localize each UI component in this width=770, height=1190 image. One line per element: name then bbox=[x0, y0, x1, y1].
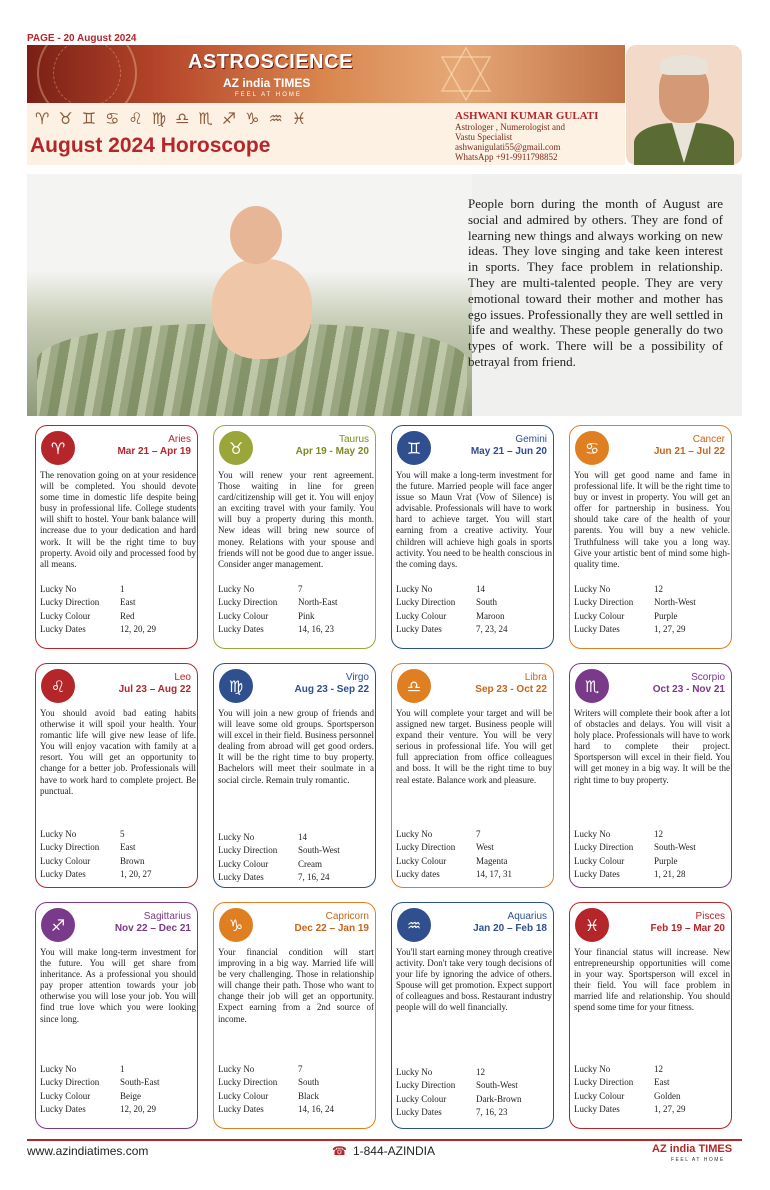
goat-icon: ♑ bbox=[219, 908, 253, 942]
lucky-dates-label: Lucky Dates bbox=[396, 624, 442, 635]
horoscope-text: Your financial status will increase. New entrepreneurship opportunities will come in your way. Sportsperson will excel in their field. You will face problem in married life and relationship. You should spend some time for your fitness. bbox=[574, 947, 730, 1013]
lucky-dates-row bbox=[574, 623, 730, 636]
horoscope-card-cancer bbox=[569, 425, 732, 649]
lucky-dates-label: Lucky Dates bbox=[218, 872, 264, 883]
lucky-table bbox=[218, 583, 374, 637]
lucky-no-row bbox=[574, 583, 730, 596]
horoscope-card-taurus bbox=[213, 425, 376, 649]
lucky-no-value: 7 bbox=[298, 584, 303, 594]
lucky-no-value: 12 bbox=[654, 829, 663, 839]
lucky-table bbox=[40, 583, 196, 637]
lucky-no-row bbox=[218, 1063, 374, 1076]
horoscope-text: You should avoid bad eating habits otherwise it will spoil your health. Your romantic life will give new lease of life. You will enjoy vacation with family at a resort. You will get an opportunity to change for a better job. Professionals will have to work hard to complete project. Be punctual. bbox=[40, 708, 196, 796]
lucky-colour-label: Lucky Colour bbox=[396, 855, 447, 866]
lucky-direction-row bbox=[574, 1076, 730, 1089]
lucky-colour-label: Lucky Colour bbox=[40, 1090, 91, 1101]
lucky-no-value: 14 bbox=[476, 584, 485, 594]
lucky-dates-row bbox=[396, 1106, 552, 1119]
horoscope-card-virgo bbox=[213, 663, 376, 888]
sign-name: Aquarius bbox=[507, 911, 547, 922]
lucky-no-value: 7 bbox=[476, 829, 481, 839]
lucky-colour-row bbox=[574, 610, 730, 623]
sign-name: Taurus bbox=[338, 434, 369, 445]
lucky-colour-label: Lucky Colour bbox=[574, 855, 625, 866]
lucky-no-label: Lucky No bbox=[218, 584, 255, 594]
lucky-dates-value: 7, 16, 23 bbox=[476, 1107, 508, 1118]
star-decoration-icon bbox=[437, 45, 495, 103]
lucky-dates-value: 1, 27, 29 bbox=[654, 1104, 686, 1115]
sign-name: Aries bbox=[168, 434, 191, 445]
zodiac-wheel-inner-decoration bbox=[53, 45, 121, 103]
lucky-dates-label: Lucky Dates bbox=[40, 1104, 86, 1115]
maiden-icon: ♍ bbox=[219, 669, 253, 703]
lucky-colour-row bbox=[218, 1090, 374, 1103]
lucky-colour-label: Lucky Colour bbox=[574, 610, 625, 621]
horoscope-text: Writers will complete their book after a lot of obstacles and delays. You will visit a holy place. Professionals will have to work hard to complete their project. Sportsperson will excel in their field. You will get money in a big way. It will be the right time to buy property. bbox=[574, 708, 730, 785]
lucky-no-row bbox=[574, 1063, 730, 1076]
lucky-no-label: Lucky No bbox=[574, 829, 611, 839]
lucky-colour-value: Purple bbox=[654, 610, 678, 621]
bull-icon: ♉ bbox=[219, 431, 253, 465]
sign-date-range: Jan 20 – Feb 18 bbox=[473, 923, 547, 934]
horoscope-text: The renovation going on at your residence will be completed. You should devote some time in domestic life despite being busy in professional life. College students will shift to hostel. Your bank balance will increase due to your dedication and hard work. It will be the right time to buy property. Avoid oily and processed food by all means. bbox=[40, 470, 196, 569]
lucky-colour-row bbox=[396, 1093, 552, 1106]
sign-name: Pisces bbox=[695, 911, 725, 922]
banner-tagline: FEEL AT HOME bbox=[235, 92, 302, 98]
footer-phone-number: 1-844-AZINDIA bbox=[352, 1144, 435, 1158]
lucky-no-value: 1 bbox=[120, 584, 125, 594]
author-photo-hair bbox=[660, 55, 708, 75]
lucky-colour-row bbox=[40, 855, 196, 868]
lucky-colour-row bbox=[40, 610, 196, 623]
horoscope-card-sagittarius bbox=[35, 902, 198, 1129]
horoscope-text: You will get good name and fame in professional life. It will be the right time to buy or invest in property. You will get an offer for partnership in business. You should take care of the health of your parents. You will buy a new vehicle. Truthfulness will take you a long way. Give your artistic bent of mind some high-quality time. bbox=[574, 470, 730, 569]
lucky-direction-label: Lucky Direction bbox=[40, 1077, 100, 1088]
lucky-colour-label: Lucky Colour bbox=[218, 1090, 269, 1101]
lucky-no-row bbox=[574, 828, 730, 841]
lucky-colour-row bbox=[218, 610, 374, 623]
footer-website[interactable]: www.azindiatimes.com bbox=[27, 1144, 149, 1158]
lucky-dates-value: 1, 21, 28 bbox=[654, 869, 686, 880]
banner-logo bbox=[223, 76, 310, 90]
lucky-dates-label: Lucky Dates bbox=[218, 1104, 264, 1115]
author-box bbox=[447, 103, 625, 165]
water-bearer-icon: ♒ bbox=[397, 908, 431, 942]
horoscope-text: You will renew your rent agreement. Those waiting in line for green card/citizenship will get it. You will enjoy an exciting travel with your family. You will buy a property during this month. New ideas will bring new source of money. Relations with your spouse and friends will not be good due to anger issue. Consider anger management. bbox=[218, 470, 374, 569]
sign-date-range: Sep 23 - Oct 22 bbox=[475, 684, 547, 695]
lucky-direction-row bbox=[40, 841, 196, 854]
lucky-colour-row bbox=[396, 610, 552, 623]
horoscope-card-aries bbox=[35, 425, 198, 649]
sign-date-range: Jul 23 – Aug 22 bbox=[118, 684, 191, 695]
lucky-colour-label: Lucky Colour bbox=[218, 610, 269, 621]
lucky-direction-label: Lucky Direction bbox=[574, 597, 634, 608]
lucky-colour-label: Lucky Colour bbox=[574, 1090, 625, 1101]
lucky-colour-label: Lucky Colour bbox=[396, 610, 447, 621]
lucky-direction-label: Lucky Direction bbox=[396, 842, 456, 853]
fish-icon: ♓ bbox=[575, 908, 609, 942]
lucky-dates-label: Lucky Dates bbox=[40, 624, 86, 635]
horoscope-text: You will join a new group of friends and will leave some old groups. Sportsperson will excel in their field. Business personnel dealing from abroad will get good orders. It will be the right time to buy property. Bachelors will meet their soulmate in a social circle. Remain truly romantic. bbox=[218, 708, 374, 785]
horoscope-card-gemini bbox=[391, 425, 554, 649]
lucky-colour-row bbox=[218, 858, 374, 871]
page-label: PAGE - 20 August 2024 bbox=[27, 33, 137, 44]
lucky-direction-row bbox=[40, 596, 196, 609]
lucky-direction-value: West bbox=[476, 842, 494, 853]
lucky-colour-row bbox=[396, 855, 552, 868]
lucky-no-row bbox=[396, 1066, 552, 1079]
lucky-direction-row bbox=[574, 596, 730, 609]
horoscope-text: You will complete your target and will be assigned new target. Business people will expand their venture. You will be very serious in professional life. You will get full appreciation from office colleagues and boss. It will be the right time to buy real estate. Balance work and pleasure. bbox=[396, 708, 552, 785]
baby-with-money-image bbox=[27, 174, 472, 416]
horoscope-card-libra bbox=[391, 663, 554, 888]
zodiac-glyphs-icon: ♈♉♊♋♌♍♎♏♐♑♒♓ bbox=[35, 109, 316, 128]
lucky-direction-value: East bbox=[120, 842, 136, 853]
sign-date-range: May 21 – Jun 20 bbox=[470, 446, 547, 457]
lucky-no-label: Lucky No bbox=[40, 829, 77, 839]
lucky-no-label: Lucky No bbox=[396, 584, 433, 594]
lucky-direction-value: East bbox=[120, 597, 136, 608]
sign-date-range: Nov 22 – Dec 21 bbox=[114, 923, 191, 934]
lucky-direction-value: South-West bbox=[298, 845, 340, 856]
lucky-table bbox=[218, 831, 374, 885]
lucky-table bbox=[574, 583, 730, 637]
lucky-no-label: Lucky No bbox=[218, 832, 255, 842]
lucky-colour-value: Dark-Brown bbox=[476, 1093, 522, 1104]
banner-title: ASTROSCIENCE bbox=[188, 51, 353, 73]
lucky-direction-value: South bbox=[298, 1077, 320, 1088]
lucky-direction-value: North-West bbox=[654, 597, 696, 608]
lucky-direction-label: Lucky Direction bbox=[40, 597, 100, 608]
horoscope-card-capricorn bbox=[213, 902, 376, 1129]
lucky-dates-value: 14, 16, 24 bbox=[298, 1104, 334, 1115]
lucky-no-label: Lucky No bbox=[40, 1064, 77, 1074]
lucky-colour-label: Lucky Colour bbox=[218, 858, 269, 869]
author-name: ASHWANI KUMAR GULATI bbox=[455, 110, 599, 122]
lucky-no-value: 12 bbox=[476, 1067, 485, 1077]
lucky-direction-row bbox=[218, 596, 374, 609]
archer-icon: ♐ bbox=[41, 908, 75, 942]
scales-icon: ♎ bbox=[397, 669, 431, 703]
lucky-direction-row bbox=[396, 596, 552, 609]
horoscope-card-leo bbox=[35, 663, 198, 888]
lucky-colour-value: Purple bbox=[654, 855, 678, 866]
lucky-colour-row bbox=[40, 1090, 196, 1103]
lucky-dates-row bbox=[218, 1103, 374, 1116]
lucky-table bbox=[40, 828, 196, 882]
lucky-dates-row bbox=[396, 868, 552, 881]
lucky-dates-value: 12, 20, 29 bbox=[120, 624, 156, 635]
lucky-table bbox=[396, 583, 552, 637]
sign-date-range: Feb 19 – Mar 20 bbox=[650, 923, 725, 934]
lucky-colour-value: Beige bbox=[120, 1090, 141, 1101]
lucky-dates-row bbox=[40, 1103, 196, 1116]
lucky-dates-row bbox=[396, 623, 552, 636]
lucky-dates-value: 14, 16, 23 bbox=[298, 624, 334, 635]
lucky-no-value: 12 bbox=[654, 1064, 663, 1074]
lucky-no-row bbox=[396, 583, 552, 596]
lucky-dates-row bbox=[40, 868, 196, 881]
lucky-dates-value: 14, 17, 31 bbox=[476, 869, 512, 880]
lucky-no-value: 5 bbox=[120, 829, 125, 839]
intro-section bbox=[27, 174, 742, 416]
lion-icon: ♌ bbox=[41, 669, 75, 703]
crab-icon: ♋ bbox=[575, 431, 609, 465]
scorpion-icon: ♏ bbox=[575, 669, 609, 703]
lucky-table bbox=[40, 1063, 196, 1117]
lucky-direction-label: Lucky Direction bbox=[396, 1080, 456, 1091]
sign-name: Leo bbox=[174, 672, 191, 683]
lucky-direction-label: Lucky Direction bbox=[574, 1077, 634, 1088]
lucky-dates-label: Lucky Dates bbox=[574, 624, 620, 635]
lucky-direction-value: South-West bbox=[654, 842, 696, 853]
horoscope-card-pisces bbox=[569, 902, 732, 1129]
lucky-dates-value: 12, 20, 29 bbox=[120, 1104, 156, 1115]
lucky-colour-value: Golden bbox=[654, 1090, 681, 1101]
lucky-direction-label: Lucky Direction bbox=[218, 845, 278, 856]
astroscience-banner bbox=[27, 45, 625, 103]
banner-logo-text: AZ india TIMES bbox=[223, 76, 311, 90]
lucky-dates-value: 1, 20, 27 bbox=[120, 869, 152, 880]
footer-phone bbox=[332, 1144, 435, 1158]
lucky-table bbox=[574, 828, 730, 882]
lucky-dates-label: Lucky dates bbox=[396, 869, 440, 880]
lucky-colour-value: Red bbox=[120, 610, 135, 621]
lucky-colour-value: Black bbox=[298, 1090, 319, 1101]
lucky-direction-label: Lucky Direction bbox=[574, 842, 634, 853]
horoscope-text: You'll start earning money through creative activity. Don't take very tough decisions of your life by ignoring the advice of others. Spouse will get promotion. Expect support of colleagues and boss. Restaurant industry people will do well financially. bbox=[396, 947, 552, 1013]
horoscope-text: Your financial condition will start improving in a big way. Married life will be very challenging. Those in relationship will change their path. Those who want to change their job will get an opportunity. Expect earning from a 2nd source of income. bbox=[218, 947, 374, 1024]
lucky-no-row bbox=[218, 831, 374, 844]
lucky-direction-label: Lucky Direction bbox=[218, 1077, 278, 1088]
lucky-direction-value: North-East bbox=[298, 597, 338, 608]
lucky-colour-value: Brown bbox=[120, 855, 145, 866]
sign-date-range: Mar 21 – Apr 19 bbox=[117, 446, 191, 457]
lucky-dates-value: 7, 16, 24 bbox=[298, 872, 330, 883]
lucky-no-label: Lucky No bbox=[574, 584, 611, 594]
lucky-direction-label: Lucky Direction bbox=[396, 597, 456, 608]
sign-date-range: Apr 19 - May 20 bbox=[295, 446, 369, 457]
lucky-no-row bbox=[40, 1063, 196, 1076]
lucky-table bbox=[396, 828, 552, 882]
lucky-dates-label: Lucky Dates bbox=[40, 869, 86, 880]
lucky-no-label: Lucky No bbox=[40, 584, 77, 594]
sign-name: Capricorn bbox=[325, 911, 369, 922]
lucky-colour-value: Magenta bbox=[476, 855, 508, 866]
lucky-no-value: 12 bbox=[654, 584, 663, 594]
lucky-direction-row bbox=[396, 1079, 552, 1092]
baby-body-image bbox=[212, 259, 312, 359]
footer-tagline: FEEL AT HOME bbox=[671, 1157, 725, 1163]
lucky-dates-label: Lucky Dates bbox=[396, 1107, 442, 1118]
lucky-direction-value: South-West bbox=[476, 1080, 518, 1091]
sign-name: Cancer bbox=[692, 434, 725, 445]
lucky-colour-row bbox=[574, 1090, 730, 1103]
lucky-direction-label: Lucky Direction bbox=[40, 842, 100, 853]
horoscope-text: You will make a long-term investment for the future. Married people will face anger issue so Maun Vrat (Vow of Silence) is advisable. Professionals will have to work hard to achieve target. You will start earning from a creative activity. Your children will achieve high goals in sports activity. You need to be health conscious in the coming days. bbox=[396, 470, 552, 569]
lucky-colour-label: Lucky Colour bbox=[40, 610, 91, 621]
baby-head-image bbox=[230, 206, 282, 264]
lucky-table bbox=[218, 1063, 374, 1117]
lucky-direction-row bbox=[396, 841, 552, 854]
footer-logo: AZ india TIMES bbox=[652, 1143, 733, 1155]
lucky-colour-value: Cream bbox=[298, 858, 322, 869]
lucky-colour-value: Maroon bbox=[476, 610, 505, 621]
sign-date-range: Oct 23 - Nov 21 bbox=[652, 684, 725, 695]
lucky-table bbox=[396, 1066, 552, 1120]
sign-name: Libra bbox=[524, 672, 547, 683]
lucky-table bbox=[574, 1063, 730, 1117]
lucky-no-value: 7 bbox=[298, 1064, 303, 1074]
lucky-direction-value: East bbox=[654, 1077, 670, 1088]
lucky-dates-row bbox=[40, 623, 196, 636]
lucky-direction-value: South bbox=[476, 597, 498, 608]
sign-name: Virgo bbox=[345, 672, 369, 683]
lucky-no-label: Lucky No bbox=[396, 1067, 433, 1077]
lucky-dates-label: Lucky Dates bbox=[574, 1104, 620, 1115]
sign-date-range: Aug 23 - Sep 22 bbox=[294, 684, 369, 695]
lucky-colour-row bbox=[574, 855, 730, 868]
author-email[interactable]: ashwanigulati55@gmail.com bbox=[455, 142, 561, 152]
lucky-dates-value: 1, 27, 29 bbox=[654, 624, 686, 635]
horoscope-text: You will make long-term investment for the future. You will get share from inheritance. As a professional you should pay proper attention towards your job otherwise you will lose your job. You will find true love which you were looking since long. bbox=[40, 947, 196, 1024]
lucky-direction-value: South-East bbox=[120, 1077, 160, 1088]
horoscope-card-aquarius bbox=[391, 902, 554, 1129]
horoscope-card-scorpio bbox=[569, 663, 732, 888]
sign-name: Gemini bbox=[515, 434, 547, 445]
lucky-direction-row bbox=[218, 1076, 374, 1089]
lucky-no-row bbox=[40, 583, 196, 596]
lucky-no-row bbox=[396, 828, 552, 841]
lucky-no-value: 1 bbox=[120, 1064, 125, 1074]
lucky-colour-label: Lucky Colour bbox=[40, 855, 91, 866]
author-role: Astrologer , Numerologist and bbox=[455, 122, 565, 132]
lucky-no-row bbox=[218, 583, 374, 596]
footer-divider bbox=[27, 1139, 742, 1141]
lucky-dates-row bbox=[574, 1103, 730, 1116]
lucky-no-label: Lucky No bbox=[218, 1064, 255, 1074]
lucky-no-row bbox=[40, 828, 196, 841]
lucky-direction-row bbox=[40, 1076, 196, 1089]
sign-name: Sagittarius bbox=[143, 911, 191, 922]
sign-date-range: Jun 21 – Jul 22 bbox=[653, 446, 725, 457]
lucky-direction-row bbox=[574, 841, 730, 854]
twins-icon: ♊ bbox=[397, 431, 431, 465]
author-photo bbox=[626, 45, 742, 165]
lucky-dates-label: Lucky Dates bbox=[574, 869, 620, 880]
lucky-dates-row bbox=[574, 868, 730, 881]
intro-text: People born during the month of August are social and admired by others. They are fond of learning new things and always working on new ideas. They love singing and take keen interest in sports. They face problem in relationship. They are multi-talented people. They are very emotional toward their mother and mother has ego issues. Professionally they are well settled in life and wealthy. These people generally do two types of work. There will be a possibility of betrayal from friend. bbox=[468, 196, 723, 369]
lucky-no-label: Lucky No bbox=[396, 829, 433, 839]
lucky-dates-row bbox=[218, 871, 374, 884]
sign-date-range: Dec 22 – Jan 19 bbox=[294, 923, 369, 934]
lucky-dates-label: Lucky Dates bbox=[218, 624, 264, 635]
lucky-dates-value: 7, 23, 24 bbox=[476, 624, 508, 635]
lucky-dates-row bbox=[218, 623, 374, 636]
ram-icon: ♈ bbox=[41, 431, 75, 465]
author-role-2: Vastu Specialist bbox=[455, 132, 513, 142]
lucky-colour-value: Pink bbox=[298, 610, 315, 621]
lucky-direction-row bbox=[218, 844, 374, 857]
lucky-no-value: 14 bbox=[298, 832, 307, 842]
lucky-no-label: Lucky No bbox=[574, 1064, 611, 1074]
sign-name: Scorpio bbox=[691, 672, 725, 683]
phone-icon: ☎ bbox=[332, 1144, 347, 1158]
month-title: August 2024 Horoscope bbox=[30, 134, 271, 157]
author-whatsapp: WhatsApp +91-9911798852 bbox=[455, 152, 558, 162]
lucky-direction-label: Lucky Direction bbox=[218, 597, 278, 608]
lucky-colour-label: Lucky Colour bbox=[396, 1093, 447, 1104]
